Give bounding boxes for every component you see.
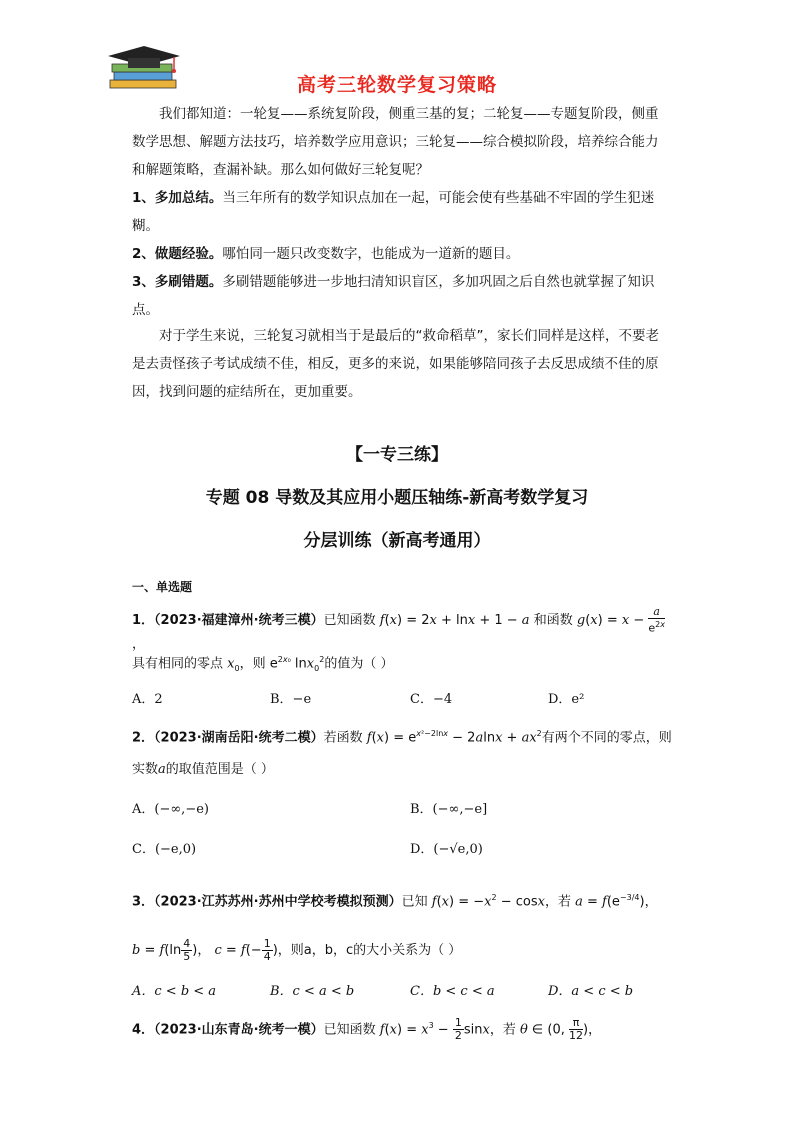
q3-option-d[interactable]: D．a < c < b	[548, 984, 634, 999]
tip-1-body: 当三年所有的数学知识点加在一起，可能会使有些基础不牢固的学生犯迷糊。	[132, 190, 655, 234]
section-title: 一、单选题	[132, 580, 193, 594]
question-2: 2．（2023·湖南岳阳·统考二模）若函数 $f(x) = e^{x^2-2lnx} - 2alnx + ax^2$有两个不同的零点，则	[132, 729, 672, 746]
q1-option-b[interactable]: B．−e	[270, 692, 312, 707]
q1-option-a[interactable]: A．2	[132, 692, 163, 707]
question-4: 4．（2023·山东青岛·统考一模）已知函数 $f(x) = x^3$ − $\frac{1}{2}$ sinx，若 θ ∈ (0, $\frac{\pi}{12}$ )，	[132, 1016, 602, 1043]
q2-option-d[interactable]: D．(−√e,0)	[410, 842, 483, 857]
question-3-source: 3．（2023·江苏苏州·苏州中学校考模拟预测）	[132, 894, 402, 910]
tip-2	[132, 240, 668, 268]
q3-option-b[interactable]: B．c < a < b	[270, 984, 355, 999]
heading-line-2: 专题 08 导数及其应用小题压轴练-新高考数学复习	[205, 488, 589, 508]
q3-option-a[interactable]: A．c < b < a	[132, 984, 217, 999]
question-2-source: 2．（2023·湖南岳阳·统考二模）	[132, 730, 324, 746]
question-1-source: 1．（2023·福建漳州·统考三模）	[132, 612, 324, 628]
question-1-line-2: 具有相同的零点 $x_0$，则 $e^{2x_0}$ lnx$_0^2$的值为（ ）	[132, 655, 394, 673]
heading-line-1: 【一专三练】	[346, 445, 448, 465]
question-1: 1．（2023·福建漳州·统考三模）已知函数 f(x) = 2x + lnx + 1 − a 和函数 g(x) = x − $\frac{a}{e^{2x}}$ ，	[132, 605, 665, 652]
q2-option-c[interactable]: C．(−e,0)	[132, 842, 197, 857]
q2-option-a[interactable]: A．(−∞,−e)	[132, 802, 209, 817]
heading-line-3: 分层训练（新高考通用）	[303, 531, 491, 551]
q3-option-c[interactable]: C．b < c < a	[410, 984, 495, 999]
tip-2-body: 哪怕同一题只改变数字，也能成为一道新的题目。	[222, 246, 520, 262]
tip-1-head: 1、多加总结。	[132, 190, 223, 206]
q2-option-b[interactable]: B．(−∞,−e]	[410, 802, 488, 817]
question-3-line-2: b = f(ln $\frac{4}{5}$ )， c = f(− $\frac{1}{4}$ )，则a，b，c的大小关系为（ ）	[132, 937, 462, 963]
fraction: $\frac{a}{e^{2x}}$	[648, 605, 665, 635]
tip-3-body: 多刷错题能够进一步地扫清知识盲区，多加巩固之后自然也就掌握了知识点。	[132, 274, 655, 318]
q1-option-c[interactable]: C．−4	[410, 692, 453, 707]
tip-1	[132, 184, 668, 240]
question-3: 3．（2023·江苏苏州·苏州中学校考模拟预测）已知 $f(x) = -x^2 - \cos x$，若 $a = f(e^{-3/4})$，	[132, 893, 658, 910]
tip-3	[132, 268, 668, 324]
q1-option-d[interactable]: D．e²	[548, 692, 585, 707]
tip-2-head: 2、做题经验。	[132, 246, 223, 262]
intro-paragraph-2: 对于学生来说，三轮复习就相当于是最后的“救命稻草”，家长们同样是这样，不要老是去责怪孩子考试成绩不佳，相反，更多的来说，如果能够陪同孩子去反思成绩不佳的原因，找到问题的症结所在，更加重要。	[132, 328, 659, 400]
question-4-source: 4．（2023·山东青岛·统考一模）	[132, 1022, 324, 1038]
question-2-line-2: 实数a的取值范围是（ ）	[132, 762, 274, 777]
intro-paragraph-1: 我们都知道：一轮复——系统复阶段，侧重三基的复；二轮复——专题复阶段，侧重数学思想、解题方法技巧，培养数学应用意识；三轮复——综合模拟阶段，培养综合能力和解题策略，查漏补缺。那么如何做好三轮复呢？	[132, 106, 659, 178]
page-title: 高考三轮数学复习策略	[296, 74, 497, 96]
tip-3-head: 3、多刷错题。	[132, 274, 223, 290]
formula-f: f	[379, 612, 385, 628]
